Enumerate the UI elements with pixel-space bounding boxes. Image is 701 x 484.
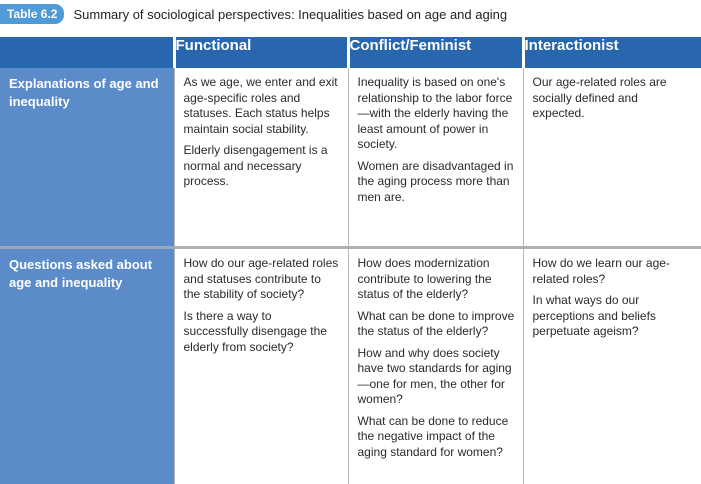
- column-header-conflict-feminist: Conflict/Feminist: [348, 37, 523, 68]
- cell-paragraph: Elderly disengagement is a normal and necessary process.: [184, 143, 340, 190]
- table-caption: [0, 4, 507, 24]
- cell-paragraph: In what ways do our perceptions and beliefs perpetuate ageism?: [533, 293, 693, 340]
- cell-paragraph: How do we learn our age-related roles?: [533, 256, 693, 287]
- cell-explanations-conflict: [348, 68, 523, 248]
- cell-questions-conflict: [348, 248, 523, 484]
- cell-questions-interactionist: [523, 248, 701, 484]
- cell-paragraph: What can be done to improve the status of the elderly?: [358, 309, 515, 340]
- table-row: [0, 248, 701, 484]
- cell-paragraph: How and why does society have two standards for aging—one for men, the other for women?: [358, 346, 515, 408]
- cell-paragraph: Inequality is based on one's relationship to the labor force—with the elderly having the least amount of power in society.: [358, 75, 515, 153]
- perspectives-table: [0, 37, 701, 484]
- cell-paragraph: As we age, we enter and exit age-specific roles and statuses. Each status helps maintain social stability.: [184, 75, 340, 137]
- cell-paragraph: Our age-related roles are socially defined and expected.: [533, 75, 693, 122]
- cell-explanations-functional: [174, 68, 348, 248]
- cell-questions-functional: [174, 248, 348, 484]
- cell-paragraph: Is there a way to successfully disengage the elderly from society?: [184, 309, 340, 356]
- row-header-explanations: Explanations of age and inequality: [0, 68, 174, 248]
- table-title: Summary of sociological perspectives: Inequalities based on age and aging: [73, 7, 507, 22]
- cell-paragraph: Women are disadvantaged in the aging process more than men are.: [358, 159, 515, 206]
- row-header-questions: Questions asked about age and inequality: [0, 248, 174, 484]
- column-header-interactionist: Interactionist: [523, 37, 701, 68]
- cell-paragraph: What can be done to reduce the negative impact of the aging standard for women?: [358, 414, 515, 461]
- column-header-functional: Functional: [174, 37, 348, 68]
- cell-explanations-interactionist: [523, 68, 701, 248]
- cell-paragraph: How does modernization contribute to lowering the status of the elderly?: [358, 256, 515, 303]
- header-row: [0, 37, 701, 68]
- table-number-badge: Table 6.2: [0, 4, 64, 24]
- header-corner: [0, 37, 174, 68]
- table-row: [0, 68, 701, 248]
- cell-paragraph: How do our age-related roles and statuses contribute to the stability of society?: [184, 256, 340, 303]
